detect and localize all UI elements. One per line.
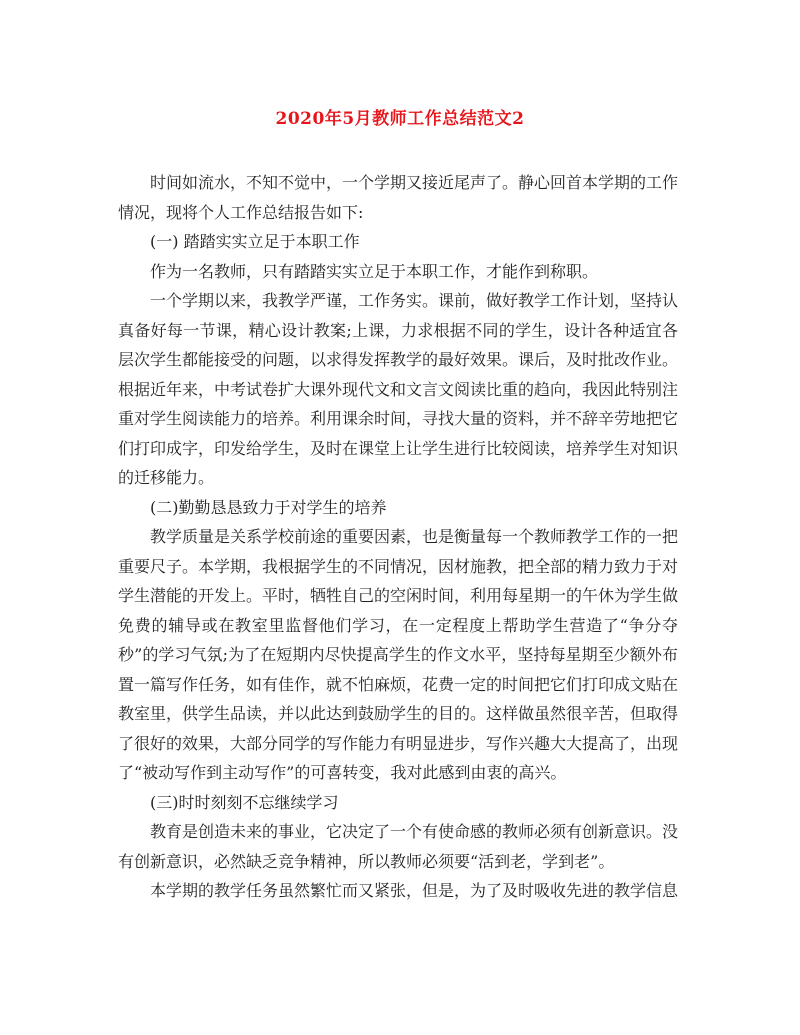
paragraph: 一个学期以来，我教学严谨，工作务实。课前，做好教学工作计划，坚持认真备好每一节课，精心设计教案;上课，力求根据不同的学生，设计各种适宜各层次学生都能接受的问题，以求得发挥教学的最好效果。课后，及时批改作业。根据近年来，中考试卷扩大课外现代文和文言文阅读比重的趋向，我因此特别注重对学生阅读能力的培养。利用课余时间，寻找大量的资料，并不辞辛劳地把它们打印成字，印发给学生，及时在课堂上让学生进行比较阅读，培养学生对知识的迁移能力。 xyxy=(118,291,679,487)
paragraph: 教育是创造未来的事业，它决定了一个有使命感的教师必须有创新意识。没有创新意识，必然缺乏竞争精神，所以教师必须要“活到老，学到老”。 xyxy=(118,822,679,871)
paragraph: 教学质量是关系学校前途的重要因素，也是衡量每一个教师教学工作的一把重要尺子。本学期，我根据学生的不同情况，因材施教，把全部的精力致力于对学生潜能的开发上。平时，牺牲自己的空闲时间，利用每星期一的午休为学生做免费的辅导或在教室里监督他们学习，在一定程度上帮助学生营造了“争分夺秒”的学习气氛;为了在短期内尽快提高学生的作文水平，坚持每星期至少额外布置一篇写作任务，如有佳作，就不怕麻烦，花费一定的时间把它们打印成文贴在教室里，供学生品读，并以此达到鼓励学生的目的。这样做虽然很辛苦，但取得了很好的效果，大部分同学的写作能力有明显进步，写作兴趣大大提高了，出现了“被动写作到主动写作”的可喜转变，我对此感到由衷的高兴。 xyxy=(118,527,679,782)
section-heading-2: (二)勤勤恳恳致力于对学生的培养 xyxy=(150,497,387,517)
paragraph: 本学期的教学任务虽然繁忙而又紧张，但是，为了及时吸收先进的教学信息 xyxy=(150,881,679,900)
paragraph: 作为一名教师，只有踏踏实实立足于本职工作，才能作到称职。 xyxy=(150,261,599,281)
document-title: 2020年5月教师工作总结范文2 xyxy=(275,109,525,129)
document-body xyxy=(118,168,678,906)
section-heading-3: (三)时时刻刻不忘继续学习 xyxy=(150,792,339,812)
paragraph-intro: 时间如流水，不知不觉中，一个学期又接近尾声了。静心回首本学期的工作情况，现将个人工作总结报告如下: xyxy=(118,173,679,222)
section-heading-1: (一) 踏踏实实立足于本职工作 xyxy=(150,232,360,251)
